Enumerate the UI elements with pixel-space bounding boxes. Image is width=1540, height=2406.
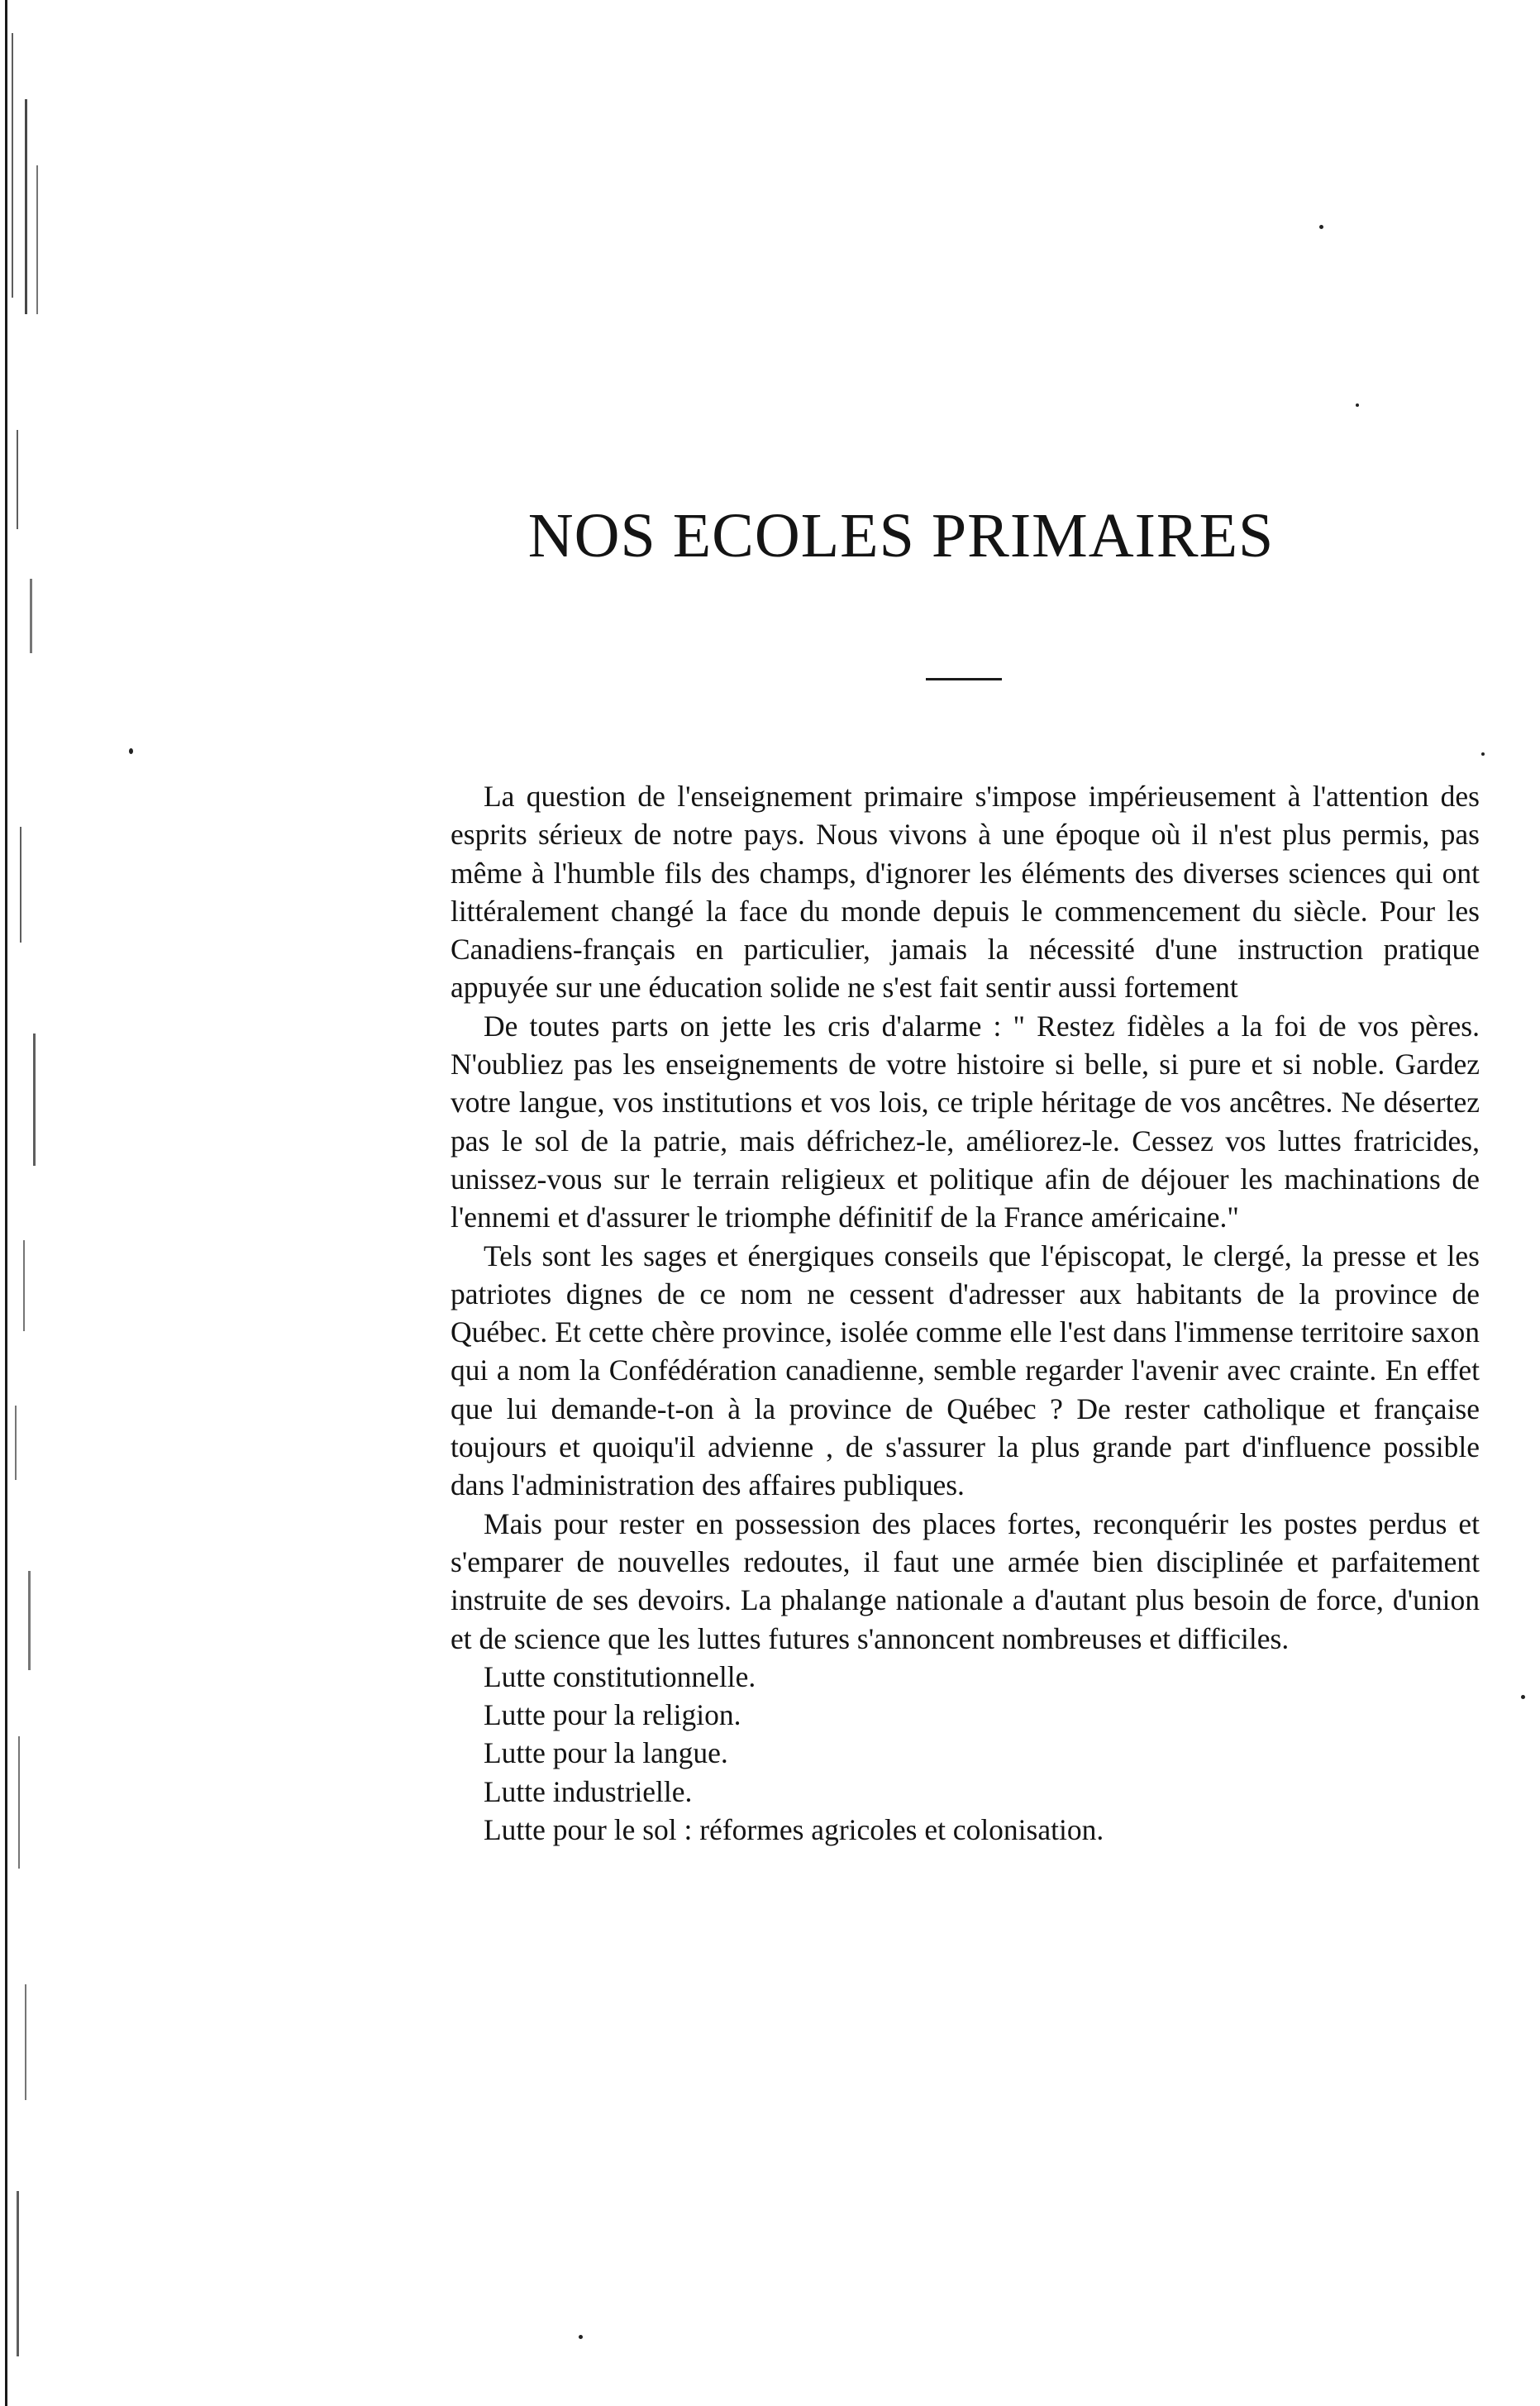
scan-speck — [1521, 1695, 1525, 1699]
title-divider — [926, 678, 1002, 680]
scan-speck — [1319, 225, 1323, 229]
list-item: Lutte industrielle. — [484, 1774, 693, 1808]
list-item: Lutte pour le sol : réformes agricoles et colonisation. — [484, 1813, 1104, 1847]
scan-speck — [579, 2335, 583, 2339]
paragraph: Tels sont les sages et énergiques conseils que l'épiscopat, le clergé, la presse et les patriotes dignes de ce nom ne cessent d'adresser aux habitants de la province de Québec. Et cette chère province, isolée comme elle l'est dans l'immense territoire saxon qui a nom la Confédération canadienne, semble regarder l'avenir avec crainte. En effet que lui demande-t-on à la province de Québec ? De rester catholique et française toujours et quoiqu'il advienne , de s'assurer la plus grande part d'influence possible dans l'administration des affaires publiques. — [451, 1239, 1480, 1502]
list-item: Lutte pour la langue. — [484, 1736, 728, 1770]
scan-speck — [1481, 752, 1485, 756]
scan-speck — [129, 748, 133, 754]
paragraph: La question de l'enseignement primaire s'impose impérieusement à l'attention des esprits sérieux de notre pays. Nous vivons à une époque où il n'est plus permis, pas même à l'humble fils des champs, d'ignorer les éléments des diverses sciences qui ont littéralement changé la face du monde depuis le commencement du siècle. Pour les Canadiens-français en particulier, jamais la nécessité d'une instruction pratique appuyée sur une éducation solide ne s'est fait sentir aussi fortement — [451, 780, 1480, 1005]
page-title: NOS ECOLES PRIMAIRES — [527, 501, 1275, 570]
scan-binding-edge — [0, 0, 58, 2406]
body-text — [451, 777, 1480, 1849]
list-item: Lutte pour la religion. — [484, 1698, 741, 1732]
list-item: Lutte constitutionnelle. — [484, 1659, 756, 1693]
paragraph: Mais pour rester en possession des places fortes, reconquérir les postes perdus et s'emparer de nouvelles redoutes, il faut une armée bien disciplinée et parfaitement instruite de ses devoirs. La phalange nationale a d'autant plus besoin de force, d'union et de science que les luttes futures s'annoncent nombreuses et difficiles. — [451, 1506, 1480, 1655]
paragraph: De toutes parts on jette les cris d'alarme : " Restez fidèles a la foi de vos pères. N'oubliez pas les enseignements de votre histoire si belle, si pure et si noble. Gardez votre langue, vos institutions et vos lois, ce triple héritage de vos ancêtres. Ne désertez pas le sol de la patrie, mais défrichez-le, améliorez-le. Cessez vos luttes fratricides, unissez-vous sur le terrain religieux et politique afin de déjouer les machinations de l'ennemi et d'assurer le triomphe définitif de la France américaine." — [451, 1009, 1480, 1234]
scan-speck — [1356, 403, 1359, 407]
